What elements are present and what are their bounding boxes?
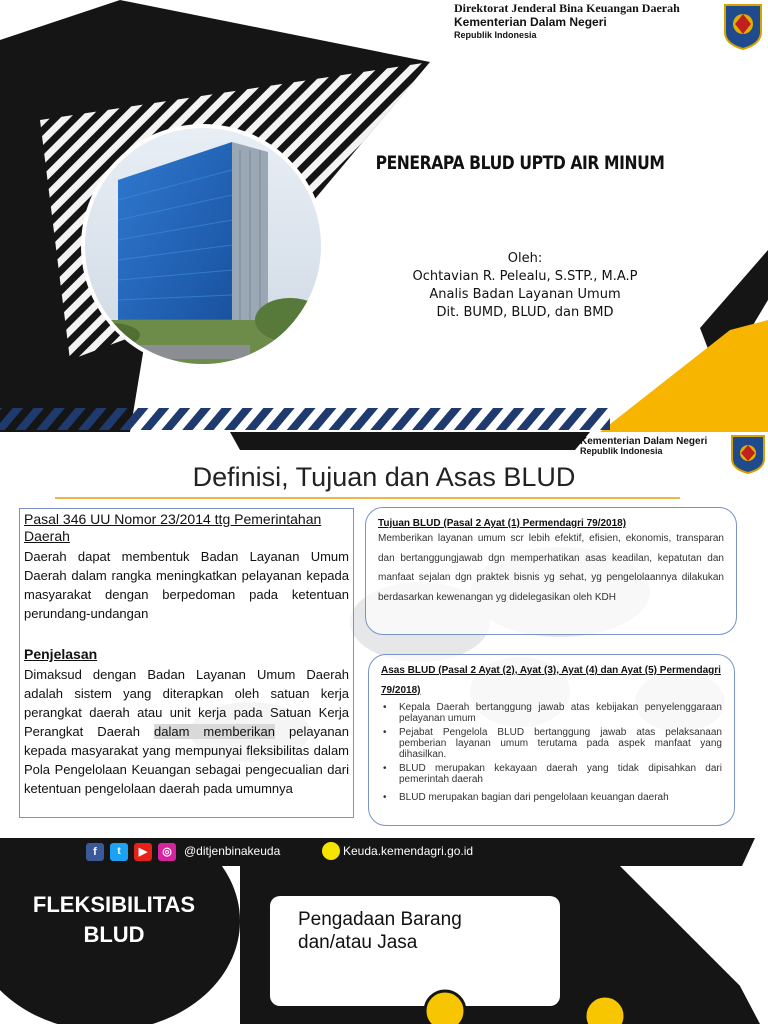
- country-name: Republik Indonesia: [580, 446, 663, 456]
- directorate-name: Direktorat Jenderal Bina Keuangan Daerah: [454, 1, 680, 15]
- tujuan-heading: Tujuan BLUD (Pasal 2 Ayat (1) Permendagri 79/2018): [378, 518, 627, 529]
- social-handle[interactable]: @ditjenbinakeuda: [184, 844, 281, 858]
- youtube-icon[interactable]: ▶: [134, 843, 152, 861]
- author-unit: Dit. BUMD, BLUD, dan BMD: [436, 305, 614, 320]
- author-name: Ochtavian R. Pelealu, S.STP., M.A.P: [412, 269, 638, 284]
- logo-emblem-icon: [722, 2, 764, 50]
- author-block: [370, 250, 680, 322]
- asas-list: [381, 702, 722, 803]
- legal-basis-heading: Pasal 346 UU Nomor 23/2014 ttg Pemerintahan Daerah: [24, 511, 322, 544]
- country-name: Republik Indonesia: [454, 29, 537, 40]
- slide1-background: [0, 0, 768, 432]
- highlighted-text: dalam memberikan: [153, 724, 275, 739]
- slide-title: Definisi, Tujuan dan Asas BLUD: [192, 462, 576, 492]
- title-divider: [55, 497, 680, 499]
- list-item: • BLUD merupakan kekayaan daerah yang tidak dipisahkan dari pemerintah daerah: [381, 763, 722, 785]
- facebook-icon[interactable]: f: [86, 843, 104, 861]
- presentation-title: PENERAPA BLUD UPTD AIR MINUM: [375, 152, 665, 174]
- list-item: • Pejabat Pengelola BLUD bertanggung jawab atas pelaksanaan pemberian layanan umum terutama pada aspek manfaat yang dihasilkan.: [381, 727, 722, 760]
- ministry-name: Kementerian Dalam Negeri: [454, 14, 607, 29]
- globe-icon: [322, 842, 340, 860]
- slide1-header: [454, 2, 714, 40]
- title-slide: [0, 0, 768, 432]
- procurement-item: Pengadaan Barang dan/atau Jasa: [298, 909, 462, 953]
- ministry-name: Kementerian Dalam Negeri: [580, 436, 708, 447]
- tujuan-body: Memberikan layanan umum scr lebih efektif, efisien, ekonomis, transparan dan bertanggungjawab dgn memperhatikan asas keadilan, kepatutan dan manfaat sejalan dgn praktek bisnis yg sehat, yg pengelolaannya dilakukan berdasarkan kewenangan yg didelegasikan oleh KDH: [378, 533, 724, 603]
- slide2-header: [580, 436, 707, 457]
- website-link[interactable]: Keuda.kemendagri.go.id: [343, 844, 474, 858]
- asas-box: [368, 654, 735, 826]
- asas-heading: Asas BLUD (Pasal 2 Ayat (2), Ayat (3), Ayat (4) dan Ayat (5) Permendagri 79/2018): [381, 665, 721, 696]
- tujuan-box: [365, 507, 737, 635]
- list-item: • Kepala Daerah bertanggung jawab atas kebijakan penyelenggaraan pelayanan umum: [381, 702, 722, 724]
- list-item: • BLUD merupakan bagian dari pengelolaan keuangan daerah: [381, 792, 722, 803]
- legal-basis-paragraph: Daerah dapat membentuk Badan Layanan Umum Daerah dalam rangka meningkatkan pelayanan kepada masyarakat dengan berpedoman pada ketentuan perundang-undangan: [24, 549, 349, 621]
- author-role: Analis Badan Layanan Umum: [429, 287, 621, 302]
- author-label: Oleh:: [507, 251, 543, 266]
- penjelasan-paragraph: Dimaksud dengan Badan Layanan Umum Daerah adalah sistem yang diterapkan oleh satuan kerja perangkat daerah atau unit kerja pada Satuan Kerja Perangkat Daerah dalam memberikan pelayanan kepada masyarakat yang mempunyai fleksibilitas dalam Pola Pengelolaan Keuangan sebagai pengecualian dari ketentuan pengelolaan daerah pada umumnya: [24, 667, 350, 796]
- instagram-icon[interactable]: ◎: [158, 843, 176, 861]
- flexibility-slide: [0, 866, 768, 1024]
- penjelasan-heading: Penjelasan: [24, 646, 98, 662]
- slide-title: FLEKSIBILITAS BLUD: [32, 892, 196, 947]
- twitter-icon[interactable]: t: [110, 843, 128, 861]
- definition-slide: [0, 432, 768, 838]
